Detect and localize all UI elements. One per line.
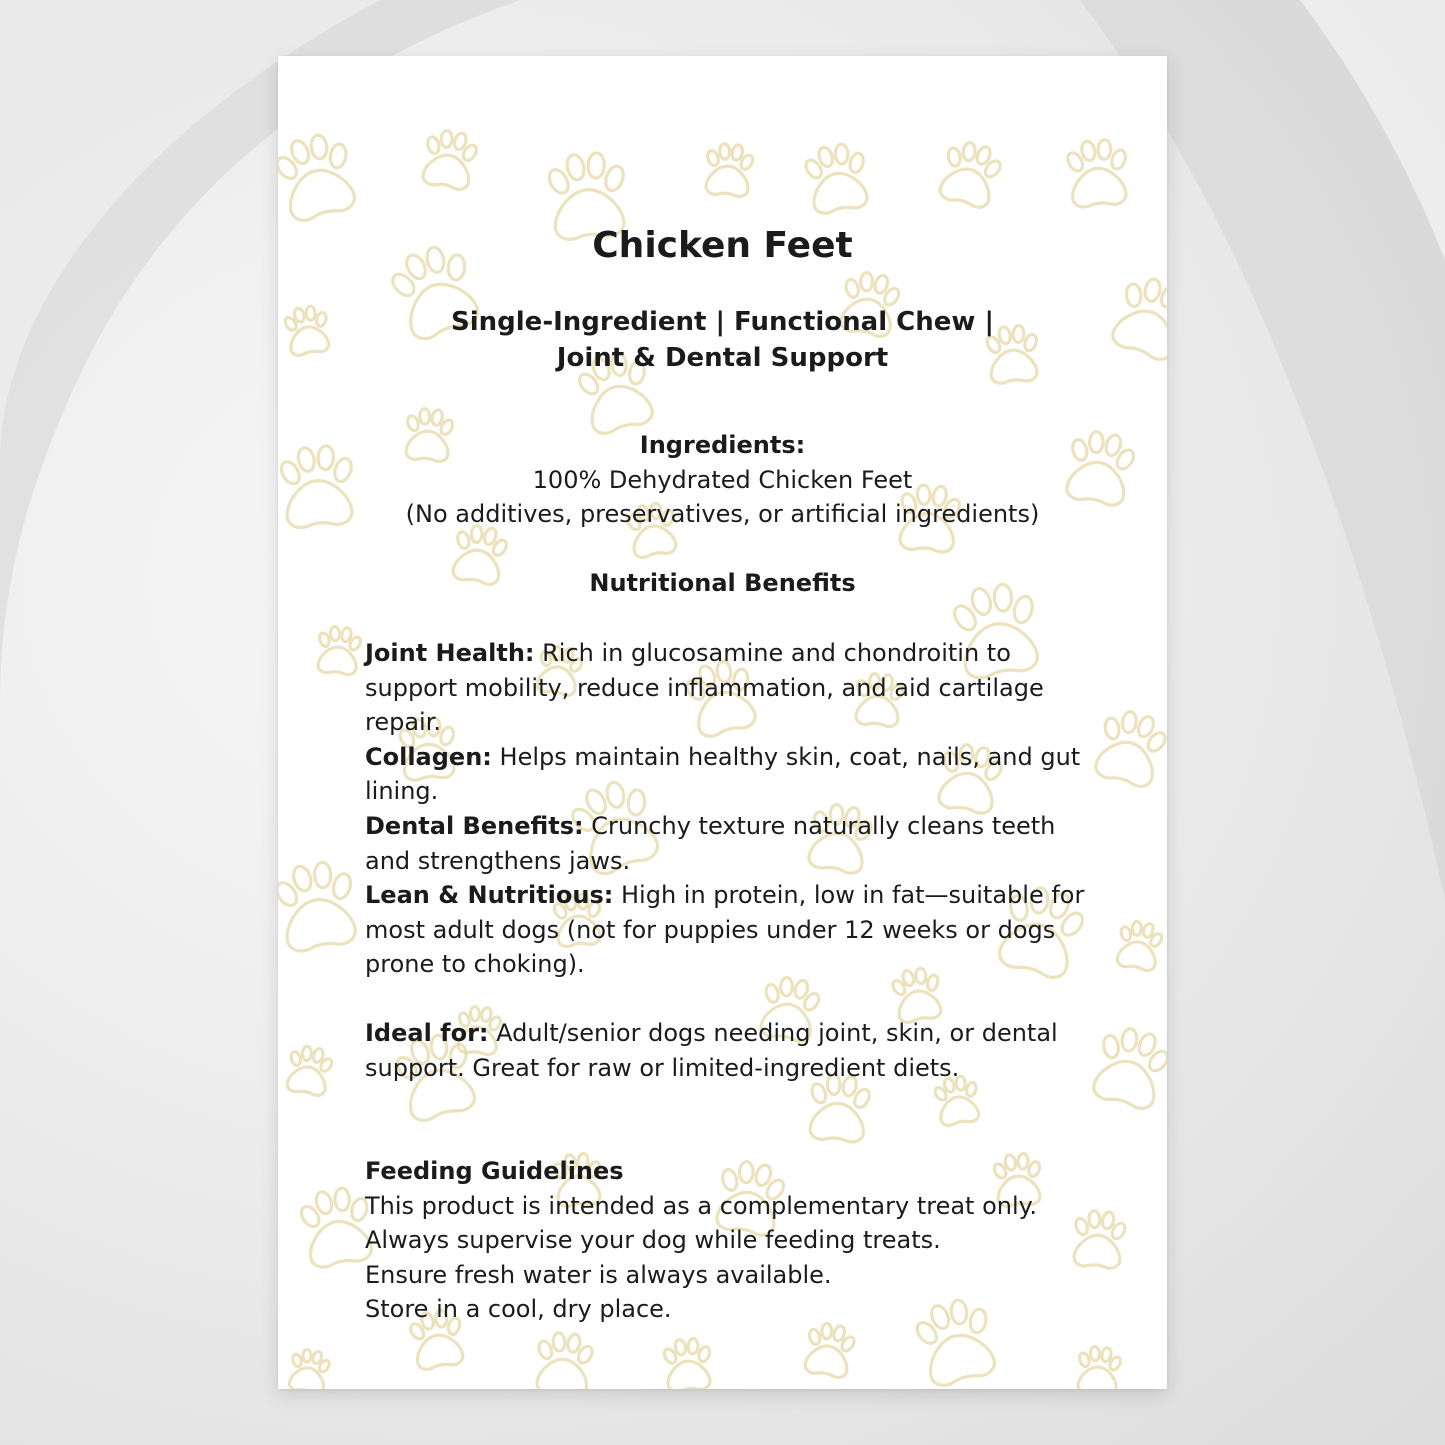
feeding-guidelines-section: [365, 1154, 1095, 1327]
ingredients-section: [318, 428, 1127, 532]
ideal-for-label: Ideal for:: [365, 1019, 489, 1047]
card-content: [278, 56, 1167, 1389]
feeding-line: Store in a cool, dry place.: [365, 1295, 672, 1324]
benefit-label: Joint Health:: [365, 639, 535, 667]
benefit-label: Dental Benefits:: [365, 811, 584, 840]
benefit-label: Collagen:: [365, 742, 492, 771]
benefit-label: Lean & Nutritious:: [365, 881, 614, 910]
feeding-line: This product is intended as a complementary treat only.: [365, 1191, 1038, 1220]
feeding-line: Ensure fresh water is always available.: [365, 1260, 832, 1289]
ingredients-main: 100% Dehydrated Chicken Feet: [532, 465, 913, 494]
benefit-text: High in protein, low in fat—suitable for most adult dogs (not for puppies under 12 weeks or dogs prone to choking).: [365, 881, 1085, 979]
benefit-text: Helps maintain healthy skin, coat, nails, and gut lining.: [365, 742, 1081, 806]
ideal-for-section: [365, 1016, 1095, 1085]
product-info-card: [278, 56, 1167, 1389]
nutritional-benefits-heading: Nutritional Benefits: [589, 569, 856, 597]
feeding-guidelines-heading: Feeding Guidelines: [365, 1157, 624, 1185]
feeding-line: Always supervise your dog while feeding treats.: [365, 1226, 941, 1255]
product-title: Chicken Feet: [592, 225, 853, 266]
subtitle-line-2: Joint & Dental Support: [556, 343, 889, 373]
ingredients-heading: Ingredients:: [639, 431, 806, 459]
benefit-text: Rich in glucosamine and chondroitin to support mobility, reduce inflammation, and aid cartilage repair.: [365, 639, 1044, 737]
benefit-item-joint-health: [365, 636, 1095, 740]
subtitle-line-1: Single-Ingredient | Functional Chew |: [451, 307, 994, 337]
nutritional-benefits-list: [365, 636, 1095, 982]
benefit-item-dental: [365, 809, 1095, 878]
ingredients-note: (No additives, preservatives, or artificial ingredients): [405, 500, 1040, 528]
ideal-for-text: Adult/senior dogs needing joint, skin, or dental support. Great for raw or limited-ingredient diets.: [365, 1019, 1058, 1082]
product-subtitle: [358, 304, 1087, 376]
benefit-item-lean: [365, 878, 1095, 982]
benefit-item-collagen: [365, 740, 1095, 809]
ideal-for-paragraph: [365, 1016, 1095, 1085]
benefit-text: Crunchy texture naturally cleans teeth and strengthens jaws.: [365, 811, 1056, 875]
